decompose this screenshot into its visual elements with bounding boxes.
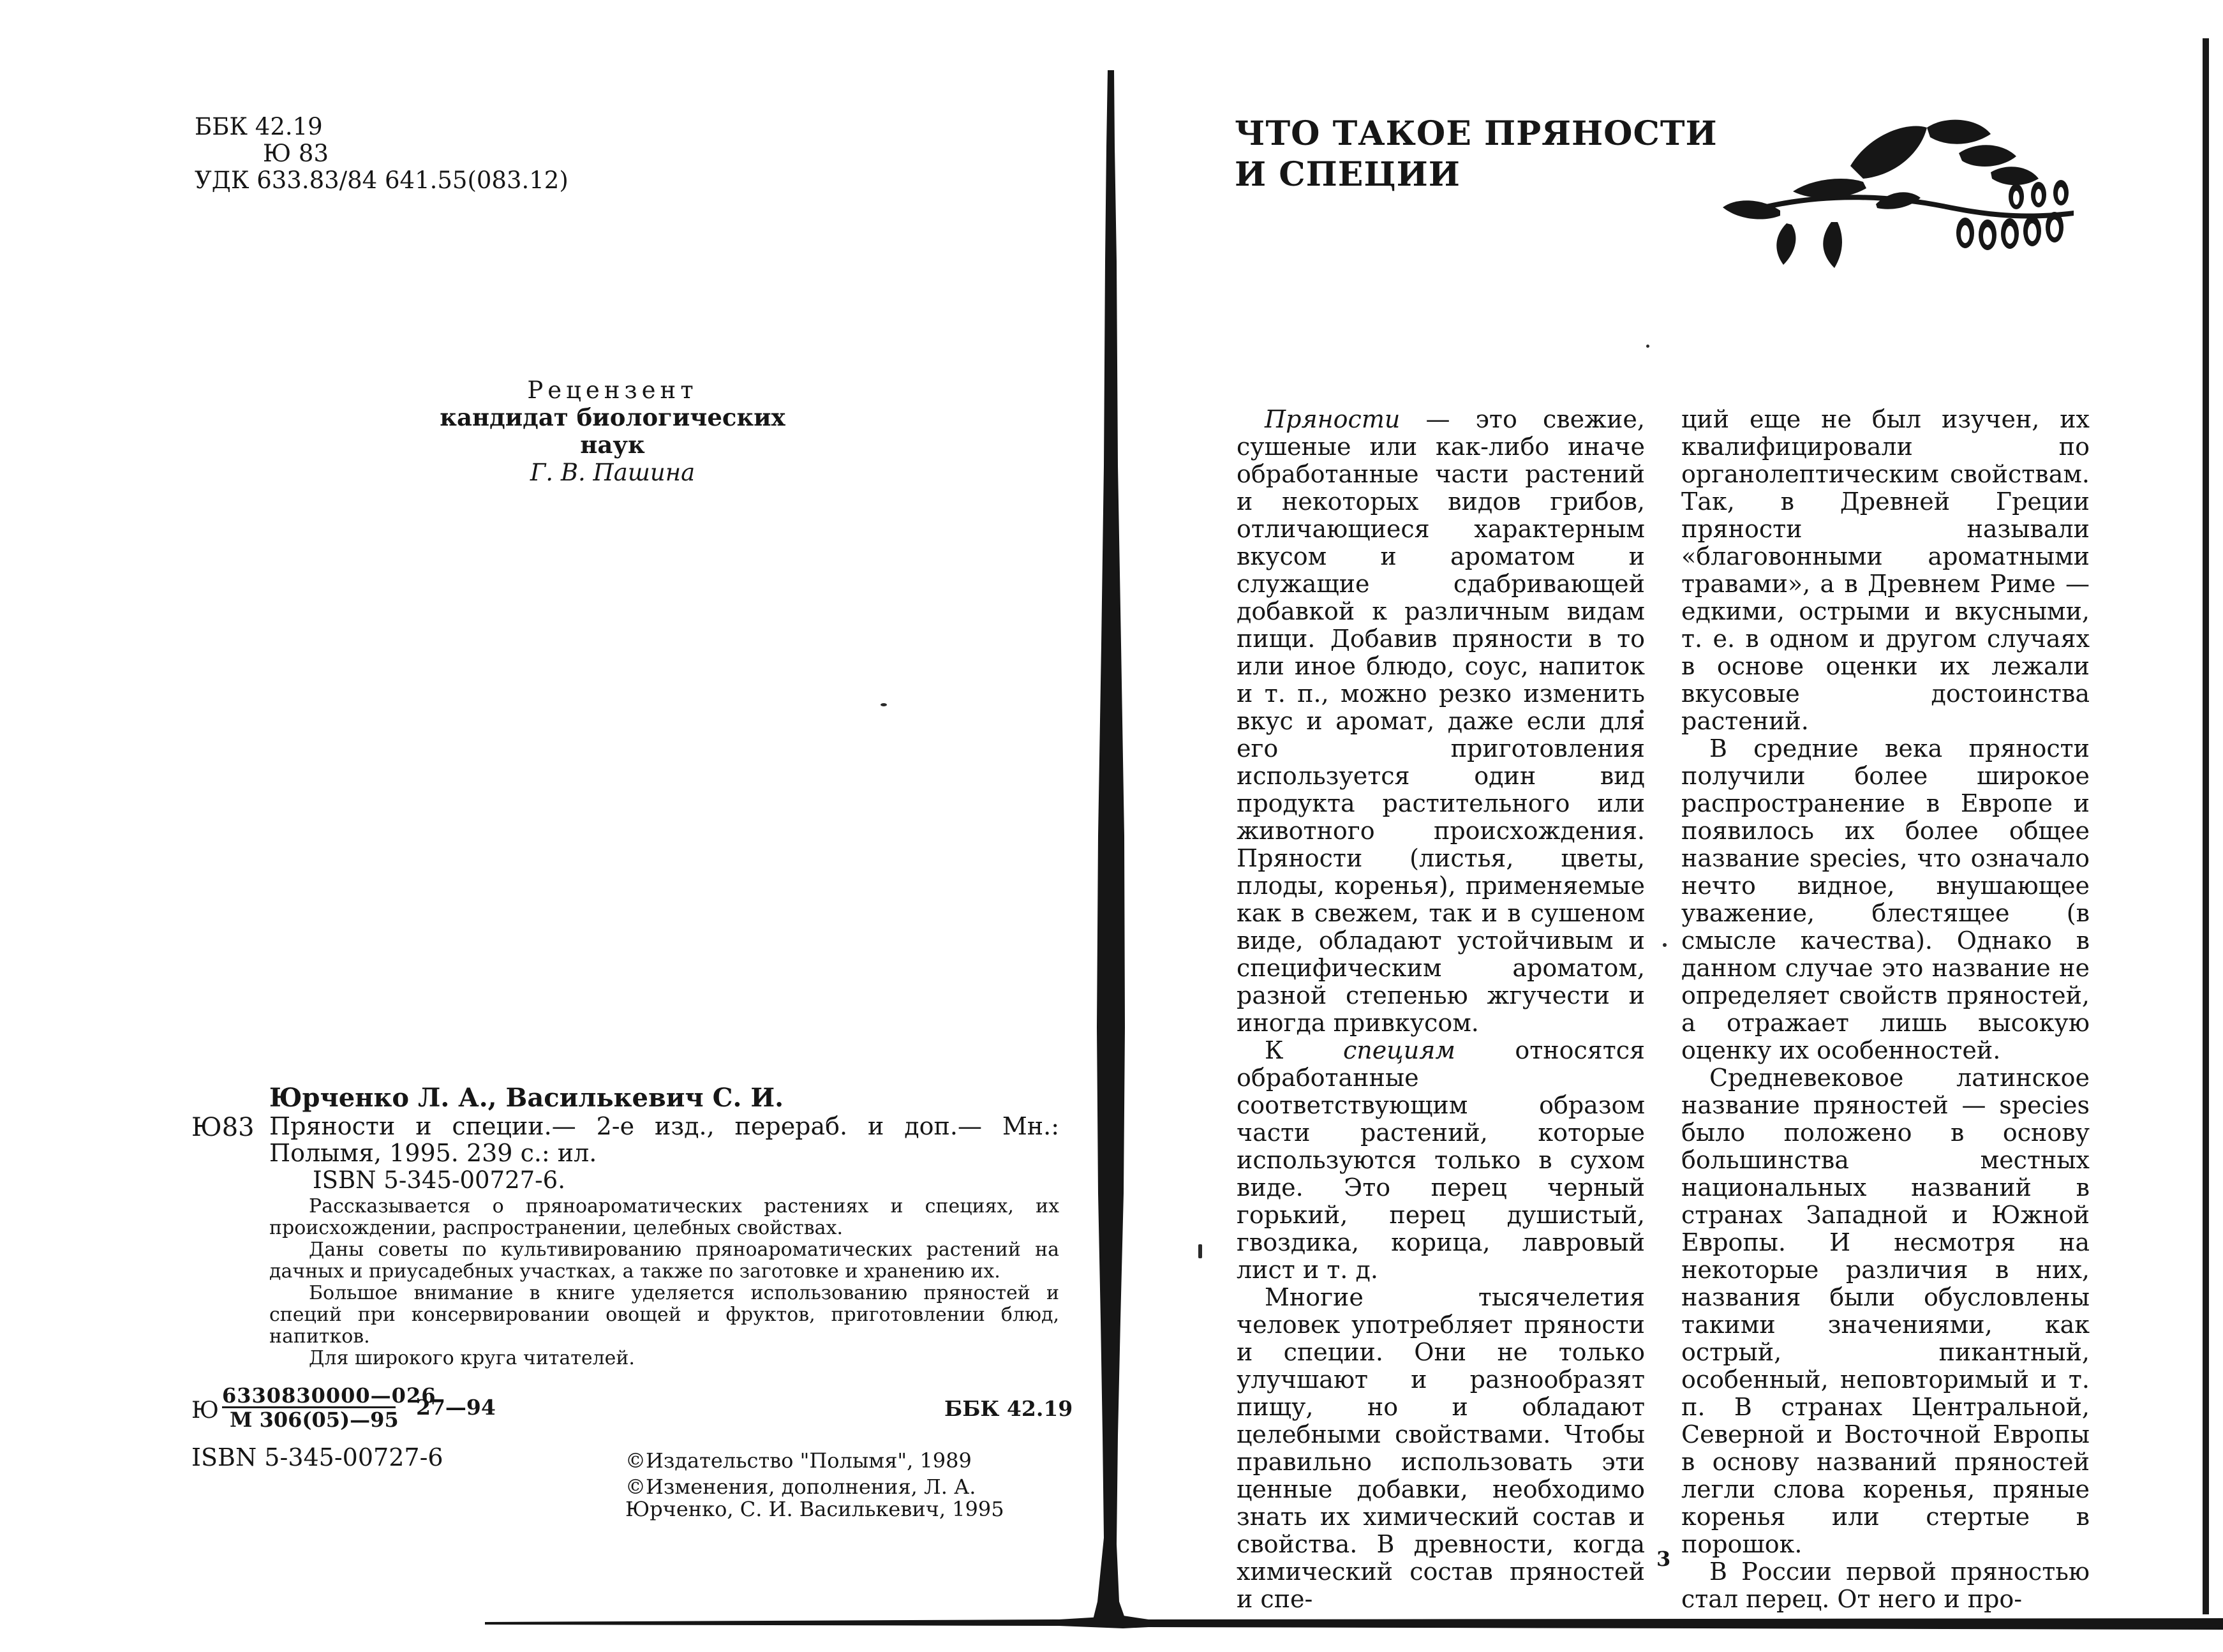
scan-speck xyxy=(881,703,887,706)
udk-code: УДК 633.83/84 641.55(083.12) xyxy=(195,167,569,194)
annotation-paragraph: Рассказывается о пряноароматических растениях и специях, их происхождении, распространении, целебных свойствах. xyxy=(269,1195,1059,1239)
classification-codes xyxy=(195,114,569,194)
chapter-title xyxy=(1235,114,1718,195)
scan-speck xyxy=(1198,1244,1202,1258)
reviewer-label: Рецензент xyxy=(527,376,698,404)
term-spices: Пряности xyxy=(1265,405,1401,433)
copyright-line: ©Изменения, дополнения, Л. А. Юрченко, С. И. Василькевич, 1995 xyxy=(625,1475,1004,1521)
reviewer-name: Г. В. Пашина xyxy=(530,459,695,486)
paragraph-text: — это свежие, сушеные или как-либо иначе обработанные части растений и некоторых видов грибов, отличающиеся характерным вкусом и ароматом и служащие сдабривающей добавкой к различным видам пищи. Добавив пряности в то или иное блюдо, соус, напиток и т. п., можно резко изменить вкус и аромат, даже если для его приготовления используется один вид продукта растительного или животного происхождения. Пряности (листья, цветы, плоды, коренья), применяемые как в свежем, так и в сушеном виде, обладают устойчивым и специфическим ароматом, разной степенью жгучести и иногда привкусом. xyxy=(1237,405,1645,1037)
bbk-code: ББК 42.19 xyxy=(195,113,323,140)
bib-entry-row xyxy=(191,1113,1059,1166)
body-paragraph xyxy=(1237,406,1645,1037)
paragraph-text: относятся обработанные соответствующим образом части растений, которые используются только в сухом виде. Это перец черный горький, перец душистый, гвоздика, корица, лавровый лист и т. д. xyxy=(1237,1036,1645,1284)
chapter-title-line: И СПЕЦИИ xyxy=(1235,155,1461,194)
bib-isbn: ISBN 5-345-00727-6. xyxy=(313,1166,565,1194)
body-paragraph: ций еще не был изучен, их квалифицировали по органолептическим свойствам. Так, в Древней Греции пряности называли «благовонными ароматными травами», а в Древнем Риме — едкими, острыми и вкусными, т. е. в одном и другом случаях в основе оценки их лежали вкусовые достоинства растений. xyxy=(1681,405,2090,735)
annotation-paragraph: Большое внимание в книге уделяется использованию пряностей и специй при консервировании овощей и фруктов, приготовлении блюд, напитков. xyxy=(269,1282,1059,1348)
leaf-branch-ornament-icon xyxy=(1716,115,2086,274)
bib-entry: Пряности и специи.— 2-е изд., перераб. и доп.— Мн.: Полымя, 1995. 239 с.: ил. xyxy=(269,1112,1059,1167)
chapter-title-line: ЧТО ТАКОЕ ПРЯНОСТИ xyxy=(1235,114,1718,153)
reviewer-block xyxy=(421,376,804,486)
page-edge-shadow xyxy=(2203,38,2209,1614)
binding-gutter xyxy=(1091,70,1128,1627)
annotation-paragraph: Для широкого круга читателей. xyxy=(309,1347,635,1369)
reviewer-degree: кандидат биологических наук xyxy=(440,403,785,459)
pubcode-number: 27—94 xyxy=(416,1395,496,1420)
body-paragraph: Средневековое латинское название пряностей — species было положено в основу большинства местных национальных названий в странах Западной и Южной Европы. И несмотря на некоторые различия в них, названия были обусловлены такими значениями, как острый, пикантный, особенный, неповторимый и т. п. В странах Центральной, Северной и Восточной Европы в основу названий пряностей легли слова коренья, пряные коренья или стертые в порошок. xyxy=(1681,1064,2090,1558)
paragraph-lead: К xyxy=(1265,1036,1343,1064)
copyright-block xyxy=(625,1450,1059,1521)
isbn-bottom: ISBN 5-345-00727-6 xyxy=(191,1443,443,1471)
publication-code xyxy=(191,1383,496,1432)
term-condiments: специям xyxy=(1342,1036,1455,1064)
body-paragraph: Многие тысячелетия человек употребляет пряности и специи. Они не только улучшают и разнообразят пищу, но и обладают целебными свойствами. Чтобы правильно использовать эти ценные добавки, необходимо знать их химический состав и свойства. В древности, когда химический состав пряностей и спе- xyxy=(1237,1283,1645,1613)
scan-speck xyxy=(1663,943,1667,947)
bibliographic-record xyxy=(191,1083,1059,1369)
pubcode-numerator: 6330830000—026 xyxy=(222,1383,436,1408)
copyright-line: ©Издательство "Полымя", 1989 xyxy=(625,1448,972,1473)
scan-speck xyxy=(1646,345,1649,348)
body-paragraph xyxy=(1237,1037,1645,1284)
annotation xyxy=(269,1196,1059,1369)
bbk-bottom: ББК 42.19 xyxy=(944,1396,1073,1421)
pubcode-prefix: Ю xyxy=(191,1397,219,1424)
bottom-shadow-rule xyxy=(485,1613,2223,1630)
book-authors: Юрченко Л. А., Василькевич С. И. xyxy=(269,1083,784,1113)
body-paragraph: В средние века пряности получили более широкое распространение в Европе и появилось их более общее название species, что означало нечто видное, внушающее уважение, блестящее (в смысле качества). Однако в данном случае это название не определяет свойств пряностей, а отражает лишь высокую оценку их особенностей. xyxy=(1681,734,2090,1064)
author-sign: Ю83 xyxy=(191,1113,255,1142)
text-column-2 xyxy=(1681,406,2090,1613)
text-column-1 xyxy=(1237,406,1645,1613)
author-mark: Ю 83 xyxy=(263,140,329,167)
page-number: 3 xyxy=(1656,1547,1671,1571)
pubcode-denominator: М 306(05)—95 xyxy=(230,1408,399,1432)
body-paragraph: В России первой пряностью стал перец. От него и про- xyxy=(1681,1558,2090,1613)
annotation-paragraph: Даны советы по культивированию пряноароматических растений на дачных и приусадебных участках, а также по заготовке и хранению их. xyxy=(269,1239,1059,1283)
